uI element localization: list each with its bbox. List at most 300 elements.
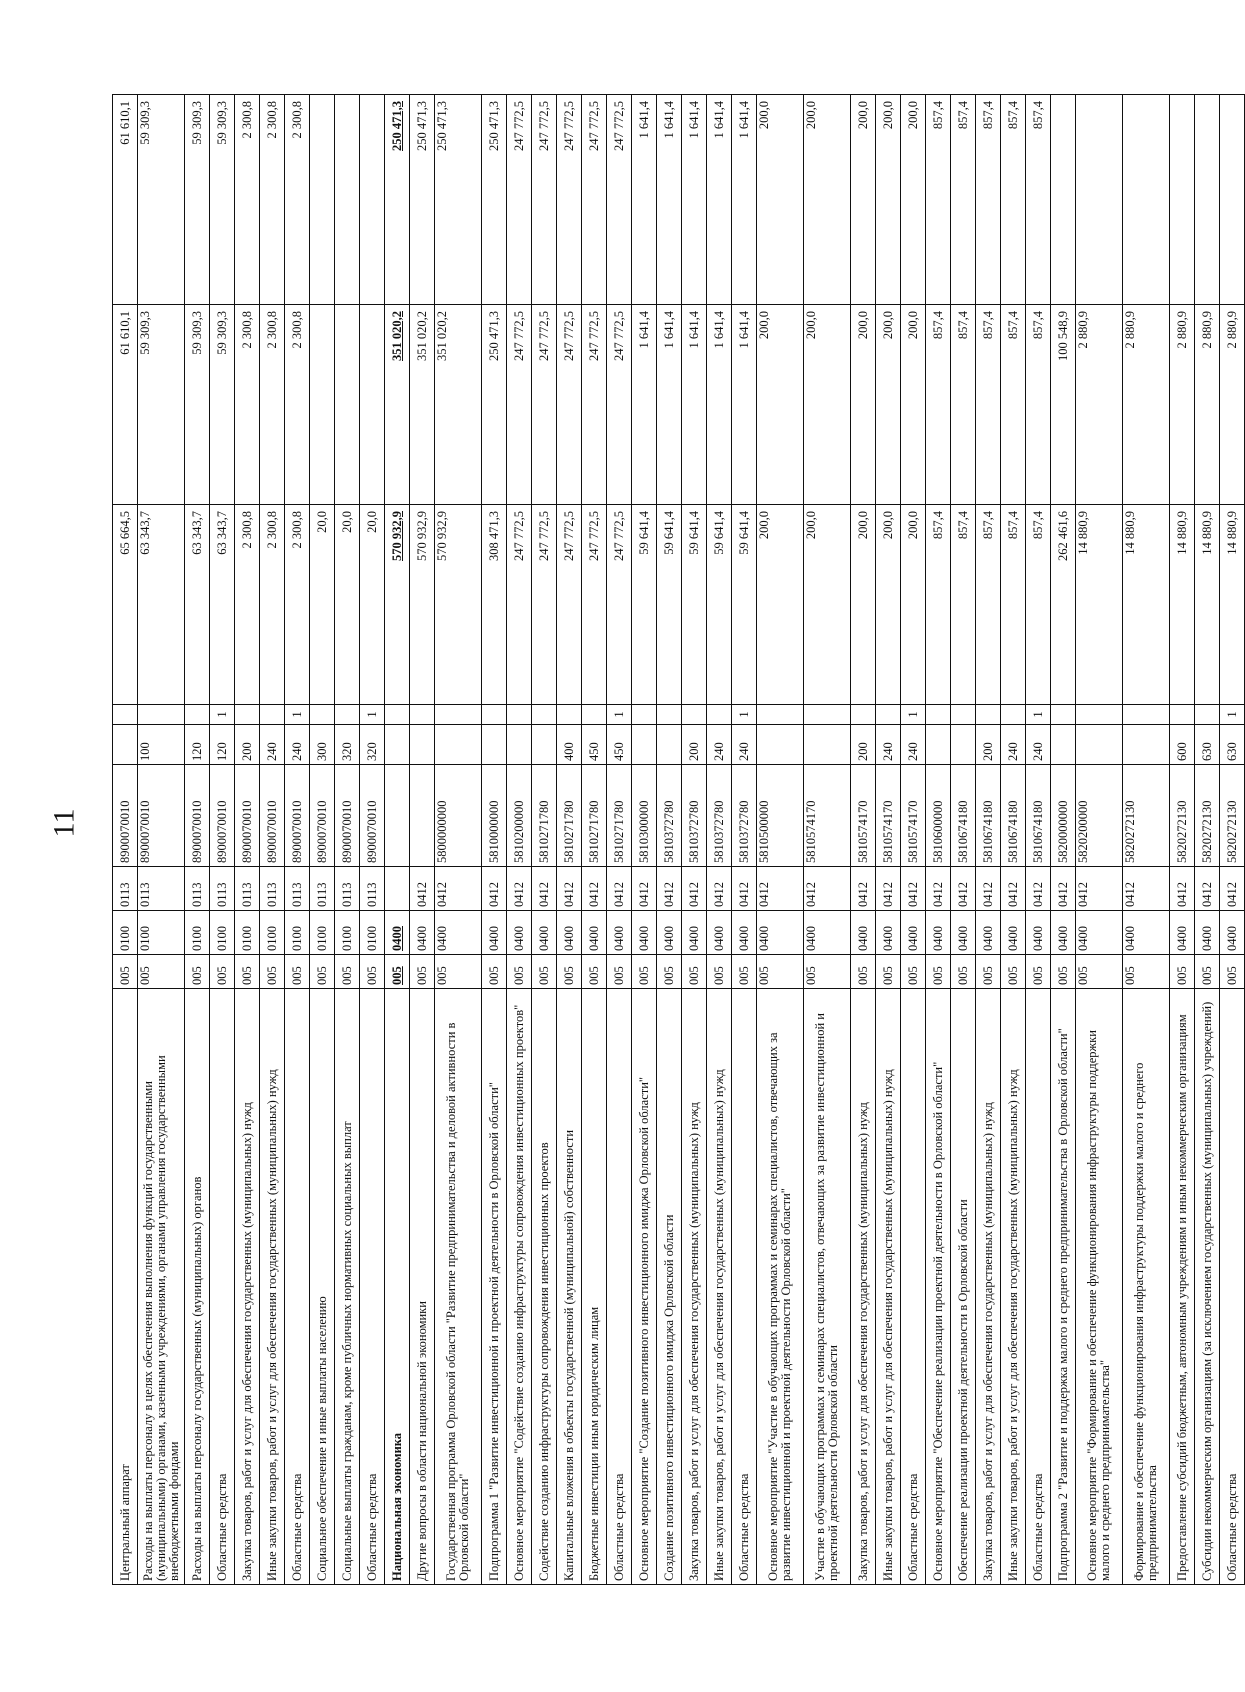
row-section-code-cell: 0400: [435, 911, 482, 955]
row-source-mark-cell: 1: [732, 705, 757, 725]
row-source-mark-cell: [138, 705, 185, 725]
row-source-mark-cell: [1195, 705, 1220, 725]
row-target-item-code-cell: 5810372780: [732, 765, 757, 867]
row-source-mark-cell: 1: [285, 705, 310, 725]
row-amount-3-cell: 59 309,3: [210, 95, 235, 305]
row-amount-3-cell: [310, 95, 335, 305]
row-amount-1-cell: 247 772,5: [607, 505, 632, 705]
row-source-mark-cell: [632, 705, 657, 725]
row-section-code-cell: 0400: [607, 911, 632, 955]
row-target-item-code-cell: 8900070010: [360, 765, 385, 867]
row-section-code-cell: 0400: [482, 911, 507, 955]
row-section-code-cell: 0400: [951, 911, 976, 955]
row-ved-code-cell: 005: [1195, 955, 1220, 989]
row-amount-3-cell: [1123, 95, 1170, 305]
row-section-code-cell: 0100: [113, 911, 138, 955]
row-subsection-code-cell: 0412: [682, 867, 707, 911]
row-ved-code-cell: 005: [185, 955, 210, 989]
row-target-item-code-cell: 5810674180: [951, 765, 976, 867]
row-expense-type-code-cell: [1123, 725, 1170, 765]
row-amount-1-cell: 20,0: [360, 505, 385, 705]
table-row: [1123, 95, 1170, 1585]
row-name-cell: Иные закупки товаров, работ и услуг для обеспечения государственных (муниципальных) нужд: [707, 989, 732, 1585]
row-amount-3-cell: 200,0: [757, 95, 804, 305]
table-row: [1195, 95, 1220, 1585]
row-target-item-code-cell: 5810372780: [657, 765, 682, 867]
row-amount-2-cell: 1 641,4: [707, 305, 732, 505]
row-expense-type-code-cell: [482, 725, 507, 765]
row-name-cell: Создание позитивного инвестиционного имиджа Орловской области: [657, 989, 682, 1585]
row-ved-code-cell: 005: [757, 955, 804, 989]
row-expense-type-code-cell: 240: [876, 725, 901, 765]
row-name-cell: Основное мероприятие "Содействие созданию инфраструктуры сопровождения инвестиционных проектов": [507, 989, 532, 1585]
row-subsection-code-cell: 0113: [138, 867, 185, 911]
table-row: [410, 95, 435, 1585]
row-source-mark-cell: [926, 705, 951, 725]
row-amount-2-cell: 1 641,4: [732, 305, 757, 505]
row-amount-1-cell: 857,4: [1026, 505, 1051, 705]
row-amount-3-cell: [360, 95, 385, 305]
row-section-code-cell: 0400: [682, 911, 707, 955]
row-ved-code-cell: 005: [1170, 955, 1195, 989]
row-ved-code-cell: 005: [901, 955, 926, 989]
row-expense-type-code-cell: [1076, 725, 1123, 765]
row-section-code-cell: 0400: [657, 911, 682, 955]
row-subsection-code-cell: 0113: [360, 867, 385, 911]
row-amount-1-cell: 857,4: [976, 505, 1001, 705]
row-amount-2-cell: 1 641,4: [632, 305, 657, 505]
row-amount-1-cell: 247 772,5: [532, 505, 557, 705]
row-name-cell: Областные средства: [607, 989, 632, 1585]
row-amount-1-cell: 59 641,4: [657, 505, 682, 705]
table-row: [1170, 95, 1195, 1585]
row-expense-type-code-cell: [113, 725, 138, 765]
row-expense-type-code-cell: [1051, 725, 1076, 765]
row-amount-2-cell: [335, 305, 360, 505]
row-section-code-cell: 0100: [138, 911, 185, 955]
row-ved-code-cell: 005: [235, 955, 260, 989]
row-amount-1-cell: 570 932,9: [435, 505, 482, 705]
row-subsection-code-cell: 0412: [657, 867, 682, 911]
row-name-cell: Национальная экономика: [385, 989, 410, 1585]
row-expense-type-code-cell: 100: [138, 725, 185, 765]
table-row: [1220, 95, 1245, 1585]
row-amount-1-cell: 857,4: [1001, 505, 1026, 705]
row-ved-code-cell: 005: [385, 955, 410, 989]
row-name-cell: Закупка товаров, работ и услуг для обеспечения государственных (муниципальных) нужд: [976, 989, 1001, 1585]
table-row: [138, 95, 185, 1585]
row-section-code-cell: 0100: [310, 911, 335, 955]
row-section-code-cell: 0400: [410, 911, 435, 955]
row-name-cell: Содействие созданию инфраструктуры сопровождения инвестиционных проектов: [532, 989, 557, 1585]
row-subsection-code-cell: 0412: [507, 867, 532, 911]
row-section-code-cell: 0400: [707, 911, 732, 955]
row-section-code-cell: 0400: [632, 911, 657, 955]
table-row: [210, 95, 235, 1585]
row-source-mark-cell: [235, 705, 260, 725]
row-subsection-code-cell: 0412: [557, 867, 582, 911]
row-subsection-code-cell: 0113: [210, 867, 235, 911]
row-amount-3-cell: 1 641,4: [732, 95, 757, 305]
row-source-mark-cell: [1001, 705, 1026, 725]
table-row: [682, 95, 707, 1585]
row-subsection-code-cell: 0412: [732, 867, 757, 911]
row-subsection-code-cell: 0412: [582, 867, 607, 911]
row-amount-2-cell: 351 020,2: [385, 305, 410, 505]
row-amount-3-cell: 247 772,5: [607, 95, 632, 305]
row-subsection-code-cell: 0412: [482, 867, 507, 911]
row-amount-3-cell: 857,4: [1026, 95, 1051, 305]
row-expense-type-code-cell: 300: [310, 725, 335, 765]
row-target-item-code-cell: [410, 765, 435, 867]
row-expense-type-code-cell: 240: [1026, 725, 1051, 765]
row-section-code-cell: 0400: [804, 911, 851, 955]
row-source-mark-cell: 1: [901, 705, 926, 725]
row-expense-type-code-cell: 450: [582, 725, 607, 765]
row-amount-3-cell: 200,0: [804, 95, 851, 305]
row-name-cell: Областные средства: [285, 989, 310, 1585]
row-source-mark-cell: [976, 705, 1001, 725]
row-target-item-code-cell: 8900070010: [138, 765, 185, 867]
row-source-mark-cell: [185, 705, 210, 725]
row-subsection-code-cell: 0412: [435, 867, 482, 911]
row-target-item-code-cell: 5810500000: [757, 765, 804, 867]
row-amount-1-cell: 20,0: [310, 505, 335, 705]
row-section-code-cell: 0400: [507, 911, 532, 955]
row-name-cell: Социальное обеспечение и иные выплаты населению: [310, 989, 335, 1585]
row-target-item-code-cell: 5810372780: [682, 765, 707, 867]
row-name-cell: Основное мероприятие "Формирование и обеспечение функционирования инфраструктуры поддержки малого и среднего предпринимательства": [1076, 989, 1123, 1585]
row-section-code-cell: 0400: [582, 911, 607, 955]
row-source-mark-cell: [507, 705, 532, 725]
row-amount-2-cell: 61 610,1: [113, 305, 138, 505]
row-amount-2-cell: 200,0: [804, 305, 851, 505]
row-subsection-code-cell: 0412: [1123, 867, 1170, 911]
row-name-cell: Областные средства: [360, 989, 385, 1585]
row-amount-2-cell: 247 772,5: [582, 305, 607, 505]
row-expense-type-code-cell: 450: [607, 725, 632, 765]
row-subsection-code-cell: 0412: [757, 867, 804, 911]
row-amount-1-cell: 20,0: [335, 505, 360, 705]
table-row: [732, 95, 757, 1585]
row-expense-type-code-cell: 320: [335, 725, 360, 765]
row-amount-3-cell: 247 772,5: [507, 95, 532, 305]
row-name-cell: Предоставление субсидий бюджетным, автономным учреждениям и иным некоммерческим организациям: [1170, 989, 1195, 1585]
row-expense-type-code-cell: 630: [1195, 725, 1220, 765]
row-amount-2-cell: 200,0: [757, 305, 804, 505]
row-amount-1-cell: 59 641,4: [707, 505, 732, 705]
row-ved-code-cell: 005: [607, 955, 632, 989]
row-target-item-code-cell: 5810372780: [707, 765, 732, 867]
row-source-mark-cell: [951, 705, 976, 725]
row-section-code-cell: 0400: [1195, 911, 1220, 955]
row-subsection-code-cell: 0113: [310, 867, 335, 911]
row-ved-code-cell: 005: [851, 955, 876, 989]
row-name-cell: Участие в обучающих программах и семинарах специалистов, отвечающих за развитие инвестиционной и проектной деятельности Орловской области: [804, 989, 851, 1585]
row-section-code-cell: 0100: [235, 911, 260, 955]
row-section-code-cell: 0400: [1076, 911, 1123, 955]
table-row: [310, 95, 335, 1585]
row-amount-3-cell: 59 309,3: [138, 95, 185, 305]
table-row: [435, 95, 482, 1585]
row-amount-1-cell: 14 880,9: [1076, 505, 1123, 705]
row-expense-type-code-cell: 200: [976, 725, 1001, 765]
row-name-cell: Подпрограмма 1 "Развитие инвестиционной и проектной деятельности в Орловской области": [482, 989, 507, 1585]
row-amount-1-cell: 14 880,9: [1170, 505, 1195, 705]
table-row: [507, 95, 532, 1585]
row-ved-code-cell: 005: [482, 955, 507, 989]
row-subsection-code-cell: 0412: [1001, 867, 1026, 911]
row-section-code-cell: 0400: [1123, 911, 1170, 955]
table-row: [901, 95, 926, 1585]
row-source-mark-cell: [1051, 705, 1076, 725]
row-amount-2-cell: 857,4: [1026, 305, 1051, 505]
row-source-mark-cell: [804, 705, 851, 725]
row-name-cell: Областные средства: [1220, 989, 1245, 1585]
row-amount-3-cell: 247 772,5: [582, 95, 607, 305]
row-name-cell: Иные закупки товаров, работ и услуг для обеспечения государственных (муниципальных) нужд: [260, 989, 285, 1585]
row-amount-2-cell: 857,4: [976, 305, 1001, 505]
row-amount-1-cell: 308 471,3: [482, 505, 507, 705]
row-section-code-cell: 0400: [926, 911, 951, 955]
row-amount-1-cell: 65 664,5: [113, 505, 138, 705]
table-row: [926, 95, 951, 1585]
row-amount-1-cell: 200,0: [851, 505, 876, 705]
row-expense-type-code-cell: 400: [557, 725, 582, 765]
row-amount-3-cell: 247 772,5: [557, 95, 582, 305]
table-row: [1051, 95, 1076, 1585]
row-expense-type-code-cell: 200: [682, 725, 707, 765]
row-expense-type-code-cell: [657, 725, 682, 765]
row-target-item-code-cell: 5820000000: [1051, 765, 1076, 867]
row-expense-type-code-cell: 600: [1170, 725, 1195, 765]
row-target-item-code-cell: 5800000000: [435, 765, 482, 867]
row-source-mark-cell: [410, 705, 435, 725]
row-subsection-code-cell: 0412: [901, 867, 926, 911]
row-target-item-code-cell: [385, 765, 410, 867]
row-section-code-cell: 0400: [532, 911, 557, 955]
row-amount-3-cell: 1 641,4: [682, 95, 707, 305]
row-amount-3-cell: 250 471,3: [410, 95, 435, 305]
row-amount-2-cell: [360, 305, 385, 505]
row-subsection-code-cell: 0412: [951, 867, 976, 911]
row-subsection-code-cell: 0412: [976, 867, 1001, 911]
row-subsection-code-cell: 0113: [335, 867, 360, 911]
budget-table-body: [113, 95, 1245, 1585]
table-row: [1076, 95, 1123, 1585]
row-name-cell: Субсидии некоммерческим организациям (за исключением государственных (муниципальных) учреждений): [1195, 989, 1220, 1585]
row-amount-2-cell: 59 309,3: [185, 305, 210, 505]
row-expense-type-code-cell: [951, 725, 976, 765]
row-subsection-code-cell: 0412: [632, 867, 657, 911]
table-row: [951, 95, 976, 1585]
row-source-mark-cell: [260, 705, 285, 725]
row-ved-code-cell: 005: [657, 955, 682, 989]
row-amount-2-cell: 2 880,9: [1123, 305, 1170, 505]
row-amount-1-cell: 59 641,4: [632, 505, 657, 705]
row-subsection-code-cell: 0113: [113, 867, 138, 911]
row-amount-1-cell: 200,0: [757, 505, 804, 705]
page-number: 11: [47, 808, 81, 838]
row-ved-code-cell: 005: [335, 955, 360, 989]
row-source-mark-cell: 1: [210, 705, 235, 725]
row-target-item-code-cell: 5810674180: [1001, 765, 1026, 867]
row-amount-2-cell: 59 309,3: [138, 305, 185, 505]
row-source-mark-cell: [757, 705, 804, 725]
table-row: [851, 95, 876, 1585]
row-source-mark-cell: [335, 705, 360, 725]
table-row: [185, 95, 210, 1585]
row-name-cell: Расходы на выплаты персоналу в целях обеспечения выполнения функций государственными (муниципальными) органами, казенными учреждениями, органами управления государственными внебюджетными фондами: [138, 989, 185, 1585]
row-amount-2-cell: 2 880,9: [1076, 305, 1123, 505]
row-source-mark-cell: [385, 705, 410, 725]
row-amount-2-cell: 2 880,9: [1170, 305, 1195, 505]
row-name-cell: Основное мероприятие "Обеспечение реализации проектной деятельности в Орловской области": [926, 989, 951, 1585]
row-amount-2-cell: 2 300,8: [285, 305, 310, 505]
table-row: [607, 95, 632, 1585]
row-amount-2-cell: 857,4: [926, 305, 951, 505]
table-row: [804, 95, 851, 1585]
row-amount-3-cell: [335, 95, 360, 305]
row-amount-1-cell: 63 343,7: [210, 505, 235, 705]
row-target-item-code-cell: 5810574170: [804, 765, 851, 867]
row-amount-2-cell: 247 772,5: [507, 305, 532, 505]
table-row: [557, 95, 582, 1585]
row-amount-1-cell: 63 343,7: [138, 505, 185, 705]
row-expense-type-code-cell: 120: [185, 725, 210, 765]
row-amount-3-cell: 59 309,3: [185, 95, 210, 305]
row-amount-3-cell: 1 641,4: [632, 95, 657, 305]
table-row: [385, 95, 410, 1585]
row-amount-3-cell: 200,0: [876, 95, 901, 305]
table-row: [532, 95, 557, 1585]
row-expense-type-code-cell: [757, 725, 804, 765]
row-amount-2-cell: 1 641,4: [682, 305, 707, 505]
row-subsection-code-cell: 0113: [235, 867, 260, 911]
row-ved-code-cell: 005: [632, 955, 657, 989]
row-source-mark-cell: [682, 705, 707, 725]
row-target-item-code-cell: 8900070010: [335, 765, 360, 867]
row-target-item-code-cell: 5810000000: [482, 765, 507, 867]
row-amount-2-cell: [310, 305, 335, 505]
row-name-cell: Областные средства: [210, 989, 235, 1585]
row-target-item-code-cell: 5810271780: [607, 765, 632, 867]
row-name-cell: Формирование и обеспечение функционирования инфраструктуры поддержки малого и среднего предпринимательства: [1123, 989, 1170, 1585]
table-row: [113, 95, 138, 1585]
table-row: [757, 95, 804, 1585]
row-ved-code-cell: 005: [210, 955, 235, 989]
row-ved-code-cell: 005: [707, 955, 732, 989]
row-amount-2-cell: 200,0: [876, 305, 901, 505]
row-source-mark-cell: [113, 705, 138, 725]
budget-table: [112, 94, 1245, 1585]
row-ved-code-cell: 005: [951, 955, 976, 989]
row-expense-type-code-cell: 320: [360, 725, 385, 765]
budget-table-scan: [112, 95, 1239, 1585]
row-name-cell: Иные закупки товаров, работ и услуг для обеспечения государственных (муниципальных) нужд: [876, 989, 901, 1585]
row-target-item-code-cell: 5820272130: [1195, 765, 1220, 867]
row-target-item-code-cell: 5810271780: [582, 765, 607, 867]
row-subsection-code-cell: 0113: [285, 867, 310, 911]
row-amount-3-cell: 857,4: [976, 95, 1001, 305]
row-source-mark-cell: [582, 705, 607, 725]
row-target-item-code-cell: 5820272130: [1170, 765, 1195, 867]
row-amount-2-cell: 1 641,4: [657, 305, 682, 505]
row-ved-code-cell: 005: [1220, 955, 1245, 989]
table-row: [632, 95, 657, 1585]
table-row: [1026, 95, 1051, 1585]
row-amount-3-cell: 857,4: [1001, 95, 1026, 305]
row-amount-3-cell: 250 471,3: [385, 95, 410, 305]
table-row: [707, 95, 732, 1585]
row-name-cell: Областные средства: [901, 989, 926, 1585]
row-ved-code-cell: 005: [1123, 955, 1170, 989]
row-name-cell: Бюджетные инвестиции иным юридическим лицам: [582, 989, 607, 1585]
row-amount-1-cell: 2 300,8: [235, 505, 260, 705]
row-amount-1-cell: 247 772,5: [557, 505, 582, 705]
row-amount-3-cell: 200,0: [901, 95, 926, 305]
table-row: [657, 95, 682, 1585]
row-ved-code-cell: 005: [138, 955, 185, 989]
row-name-cell: Основное мероприятие "Участие в обучающих программах и семинарах специалистов, отвечающих за развитие инвестиционной и проектной деятельности Орловской области": [757, 989, 804, 1585]
row-ved-code-cell: 005: [435, 955, 482, 989]
row-amount-1-cell: 14 880,9: [1123, 505, 1170, 705]
row-subsection-code-cell: 0113: [185, 867, 210, 911]
row-amount-2-cell: 2 300,8: [260, 305, 285, 505]
row-amount-2-cell: 247 772,5: [607, 305, 632, 505]
row-target-item-code-cell: 8900070010: [235, 765, 260, 867]
row-amount-2-cell: 250 471,3: [482, 305, 507, 505]
row-source-mark-cell: [435, 705, 482, 725]
row-amount-2-cell: 351 020,2: [410, 305, 435, 505]
row-source-mark-cell: [1076, 705, 1123, 725]
row-subsection-code-cell: [385, 867, 410, 911]
row-ved-code-cell: 005: [926, 955, 951, 989]
row-target-item-code-cell: 5810271780: [557, 765, 582, 867]
row-target-item-code-cell: 5810574170: [851, 765, 876, 867]
row-name-cell: Центральный аппарат: [113, 989, 138, 1585]
row-target-item-code-cell: 8900070010: [210, 765, 235, 867]
row-expense-type-code-cell: 200: [235, 725, 260, 765]
row-ved-code-cell: 005: [360, 955, 385, 989]
row-expense-type-code-cell: 240: [707, 725, 732, 765]
row-ved-code-cell: 005: [976, 955, 1001, 989]
row-amount-1-cell: 2 300,8: [285, 505, 310, 705]
row-expense-type-code-cell: 630: [1220, 725, 1245, 765]
row-amount-1-cell: 2 300,8: [260, 505, 285, 705]
row-section-code-cell: 0400: [757, 911, 804, 955]
row-source-mark-cell: [707, 705, 732, 725]
row-name-cell: Иные закупки товаров, работ и услуг для обеспечения государственных (муниципальных) нужд: [1001, 989, 1026, 1585]
row-amount-3-cell: 250 471,3: [482, 95, 507, 305]
row-ved-code-cell: 005: [410, 955, 435, 989]
row-amount-1-cell: 570 932,9: [410, 505, 435, 705]
row-amount-3-cell: 250 471,3: [435, 95, 482, 305]
row-amount-3-cell: 857,4: [926, 95, 951, 305]
row-expense-type-code-cell: 240: [1001, 725, 1026, 765]
row-amount-2-cell: 351 020,2: [435, 305, 482, 505]
row-name-cell: Социальные выплаты гражданам, кроме публичных нормативных социальных выплат: [335, 989, 360, 1585]
table-row: [360, 95, 385, 1585]
row-name-cell: Основное мероприятие "Создание позитивного инвестиционного имиджа Орловской области": [632, 989, 657, 1585]
row-amount-3-cell: 1 641,4: [707, 95, 732, 305]
row-name-cell: Закупка товаров, работ и услуг для обеспечения государственных (муниципальных) нужд: [235, 989, 260, 1585]
row-target-item-code-cell: 5820272130: [1220, 765, 1245, 867]
row-ved-code-cell: 005: [732, 955, 757, 989]
row-amount-1-cell: 200,0: [876, 505, 901, 705]
row-expense-type-code-cell: [632, 725, 657, 765]
row-subsection-code-cell: 0412: [1220, 867, 1245, 911]
